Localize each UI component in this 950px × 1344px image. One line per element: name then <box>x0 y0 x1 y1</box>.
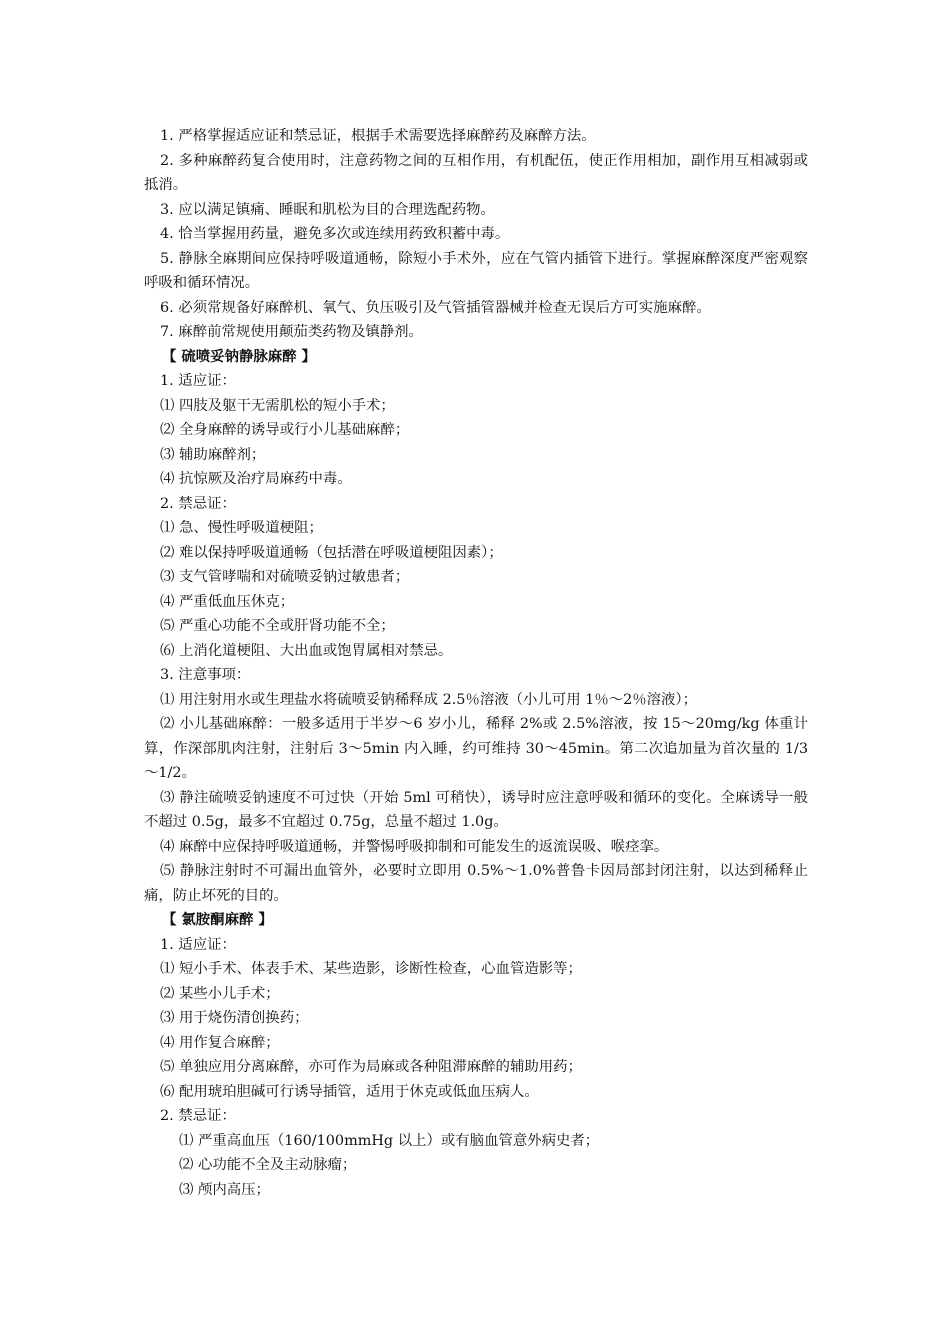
section-heading: 【 硫喷妥钠静脉麻醉 】 <box>162 347 316 365</box>
paragraph: ⑵ 心功能不全及主动脉瘤； <box>179 1157 357 1173</box>
paragraph: ⑶ 静注硫喷妥钠速度不可过快（开始 5ml 可稍快），诱导时应注意呼吸和循环的变化。全麻诱导一般不超过 0.5g，最多不宜超过 0.75g，总量不超过 1.0g。 <box>144 789 808 830</box>
paragraph: 1. 适应证： <box>160 373 236 389</box>
paragraph: ⑷ 抗惊厥及治疗局麻药中毒。 <box>160 471 352 487</box>
paragraph: ⑷ 用作复合麻醉； <box>160 1034 280 1051</box>
paragraph: ⑶ 用于烧伤清创换药； <box>160 1010 309 1026</box>
paragraph: 4. 恰当掌握用药量，避免多次或连续用药致积蓄中毒。 <box>160 226 510 242</box>
paragraph: ⑷ 麻醉中应保持呼吸道通畅，并警惕呼吸抑制和可能发生的返流误吸、喉痉挛。 <box>160 838 669 855</box>
paragraph: 5. 静脉全麻期间应保持呼吸道通畅，除短小手术外，应在气管内插管下进行。掌握麻醉深度严密观察呼吸和循环情况。 <box>144 250 808 291</box>
paragraph: 1. 适应证： <box>160 936 236 953</box>
paragraph: 1. 严格掌握适应证和禁忌证，根据手术需要选择麻醉药及麻醉方法。 <box>160 128 596 144</box>
paragraph: ⑵ 小儿基础麻醉：一般多适用于半岁～6 岁小儿，稀释 2%或 2.5%溶液，按 15～20mg/kg 体重计算，作深部肌肉注射，注射后 3～5min 内入睡，约可维持 30～45min。第二次追加量为首次量的 1/3～1/2。 <box>144 716 808 781</box>
paragraph: ⑶ 支气管哮喘和对硫喷妥钠过敏患者； <box>160 569 410 585</box>
paragraph: 3. 应以满足镇痛、睡眠和肌松为目的合理选配药物。 <box>160 201 495 218</box>
paragraph: ⑵ 某些小儿手术； <box>160 985 280 1002</box>
paragraph: ⑵ 难以保持呼吸道通畅（包括潜在呼吸道梗阻因素）； <box>160 544 503 561</box>
paragraph: ⑸ 单独应用分离麻醉，亦可作为局麻或各种阻滞麻醉的辅助用药； <box>160 1059 582 1075</box>
paragraph: ⑶ 辅助麻醉剂； <box>160 446 266 463</box>
paragraph: 2. 禁忌证： <box>160 1108 236 1124</box>
paragraph: ⑴ 用注射用水或生理盐水将硫喷妥钠稀释成 2.5％溶液（小儿可用 1％～2％溶液）； <box>160 691 698 708</box>
paragraph: ⑷ 严重低血压休克； <box>160 593 295 610</box>
section-heading: 【 氯胺酮麻醉 】 <box>162 911 273 928</box>
paragraph: 3. 注意事项： <box>160 667 251 683</box>
paragraph: 2. 多种麻醉药复合使用时，注意药物之间的互相作用，有机配伍，使正作用相加，副作用互相减弱或抵消。 <box>144 152 808 193</box>
paragraph: ⑵ 全身麻醉的诱导或行小儿基础麻醉； <box>160 422 410 438</box>
paragraph: ⑸ 静脉注射时不可漏出血管外，必要时立即用 0.5%～1.0%普鲁卡因局部封闭注射，以达到稀释止痛，防止坏死的目的。 <box>144 863 808 904</box>
paragraph: 7. 麻醉前常规使用颠茄类药物及镇静剂。 <box>160 324 423 340</box>
paragraph: 2. 禁忌证： <box>160 495 236 512</box>
document-body <box>144 124 808 1202</box>
paragraph: 6. 必须常规备好麻醉机、氧气、负压吸引及气管插管器械并检查无误后方可实施麻醉。 <box>160 299 711 316</box>
paragraph: ⑴ 急、慢性呼吸道梗阻； <box>160 520 323 536</box>
paragraph: ⑴ 严重高血压（160/100mmHg 以上）或有脑血管意外病史者； <box>179 1132 600 1149</box>
paragraph: ⑹ 配用琥珀胆碱可行诱导插管，适用于休克或低血压病人。 <box>160 1083 539 1100</box>
paragraph: ⑸ 严重心功能不全或肝肾功能不全； <box>160 618 395 634</box>
paragraph: ⑴ 四肢及躯干无需肌松的短小手术； <box>160 397 395 414</box>
paragraph: ⑴ 短小手术、体表手术、某些造影，诊断性检查，心血管造影等； <box>160 961 582 977</box>
paragraph: ⑶ 颅内高压； <box>179 1181 270 1198</box>
paragraph: ⑹ 上消化道梗阻、大出血或饱胃属相对禁忌。 <box>160 642 453 659</box>
